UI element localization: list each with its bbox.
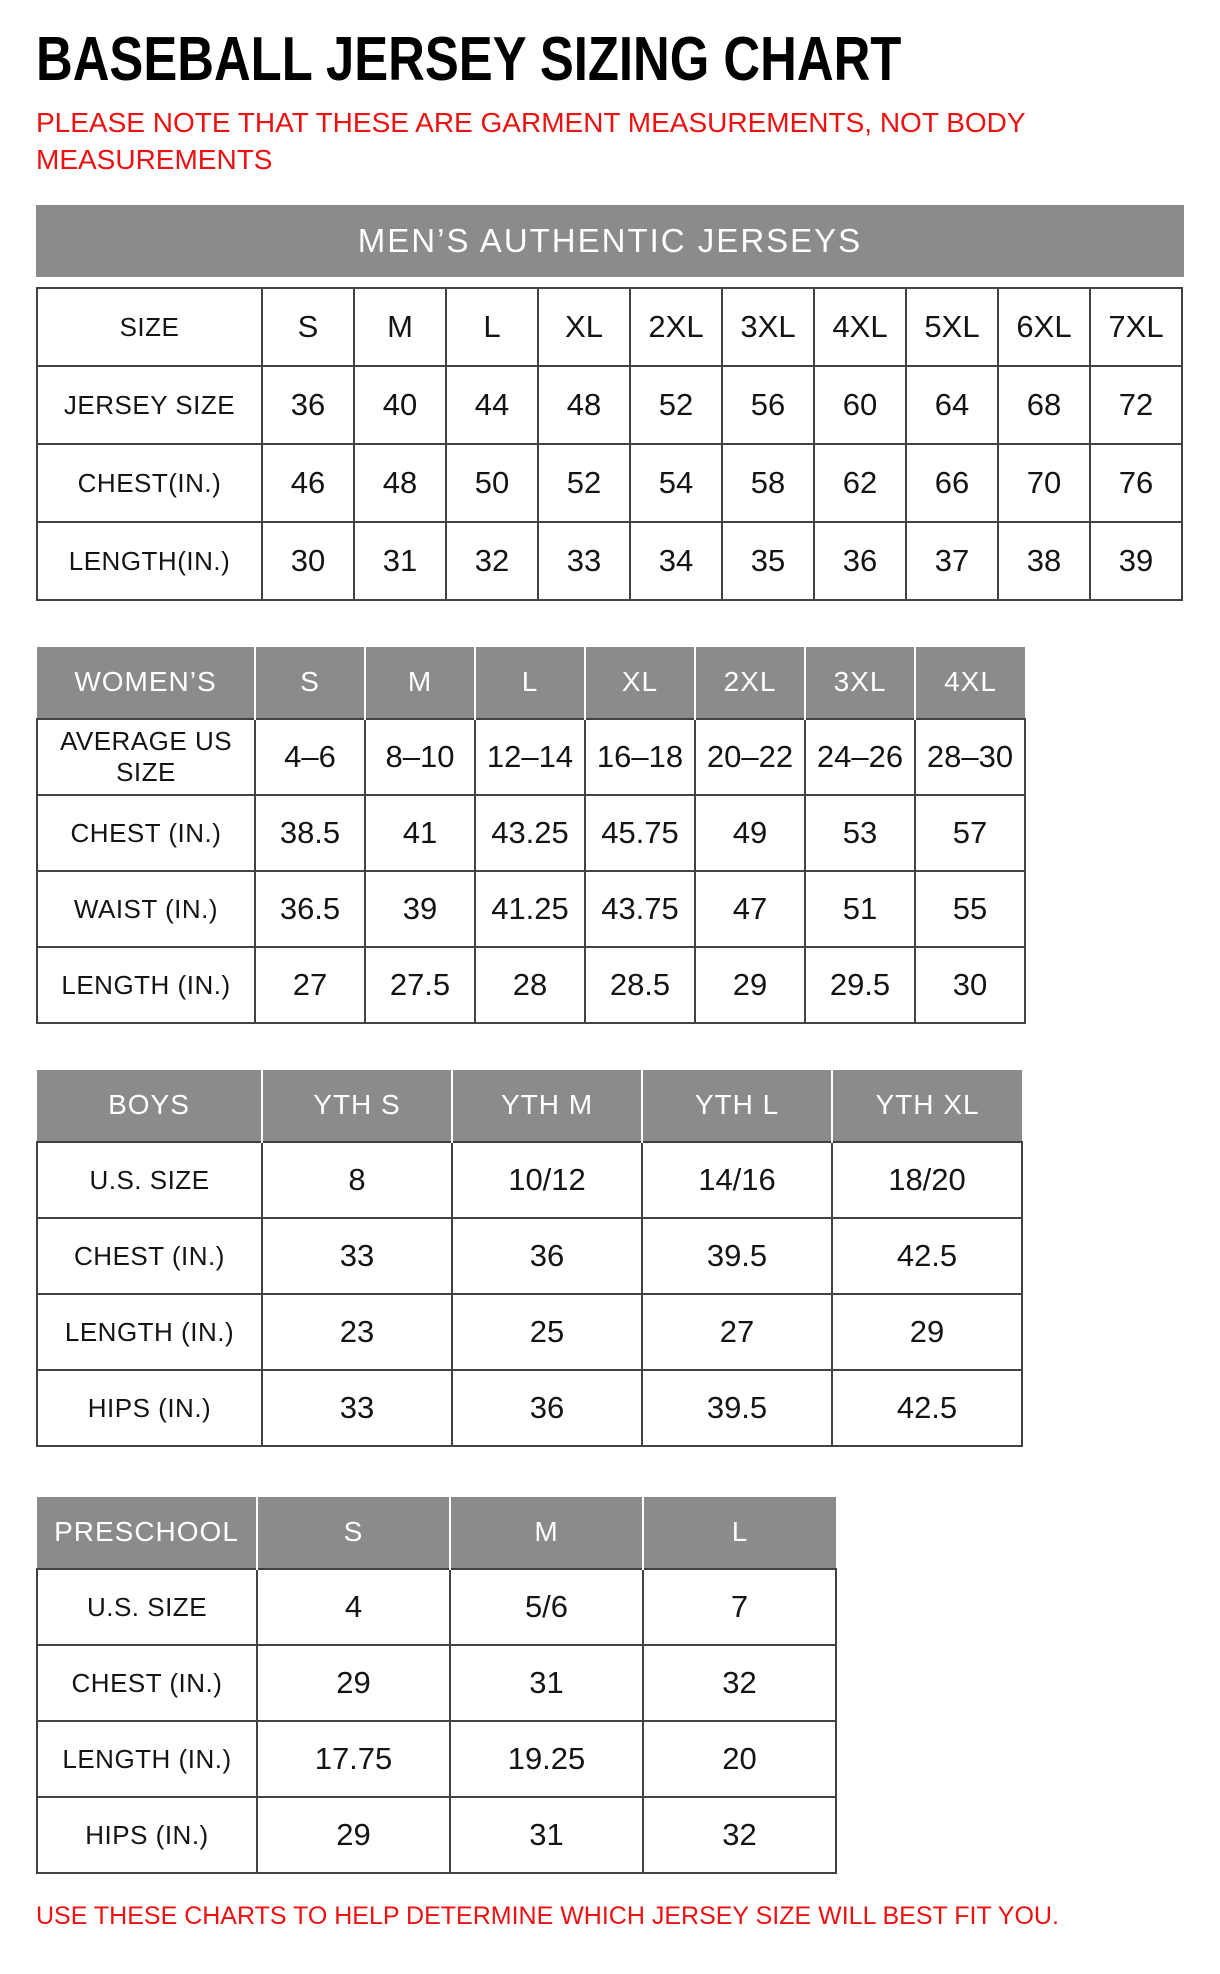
table-header-cell: XL xyxy=(585,647,695,719)
row-label: WAIST (IN.) xyxy=(37,871,255,947)
table-header-cell: 2XL xyxy=(695,647,805,719)
boys-sizing-table xyxy=(36,1070,1023,1447)
row-label: CHEST (IN.) xyxy=(37,1645,257,1721)
value-cell: 3XL xyxy=(722,288,814,366)
table-row xyxy=(37,1797,836,1873)
value-cell: 30 xyxy=(262,522,354,600)
section-womens xyxy=(36,647,1184,1024)
value-cell: 39 xyxy=(1090,522,1182,600)
value-cell: 4XL xyxy=(814,288,906,366)
table-row xyxy=(37,522,1182,600)
footer-note: USE THESE CHARTS TO HELP DETERMINE WHICH JERSEY SIZE WILL BEST FIT YOU. xyxy=(36,1901,1059,1930)
value-cell: 45.75 xyxy=(585,795,695,871)
value-cell: 29 xyxy=(257,1797,450,1873)
row-label: CHEST (IN.) xyxy=(37,795,255,871)
value-cell: 36.5 xyxy=(255,871,365,947)
value-cell: S xyxy=(262,288,354,366)
row-label: AVERAGE US SIZE xyxy=(37,719,255,795)
value-cell: 40 xyxy=(354,366,446,444)
value-cell: 27.5 xyxy=(365,947,475,1023)
value-cell: 56 xyxy=(722,366,814,444)
value-cell: 20 xyxy=(643,1721,836,1797)
row-label: HIPS (IN.) xyxy=(37,1370,262,1446)
table-header-cell: 4XL xyxy=(915,647,1025,719)
value-cell: 44 xyxy=(446,366,538,444)
value-cell: 29 xyxy=(832,1294,1022,1370)
value-cell: 43.25 xyxy=(475,795,585,871)
value-cell: 4 xyxy=(257,1569,450,1645)
value-cell: 50 xyxy=(446,444,538,522)
value-cell: 33 xyxy=(262,1218,452,1294)
value-cell: 55 xyxy=(915,871,1025,947)
value-cell: 52 xyxy=(538,444,630,522)
value-cell: 18/20 xyxy=(832,1142,1022,1218)
value-cell: 64 xyxy=(906,366,998,444)
value-cell: 38 xyxy=(998,522,1090,600)
value-cell: 42.5 xyxy=(832,1218,1022,1294)
table-row xyxy=(37,288,1182,366)
value-cell: 31 xyxy=(450,1797,643,1873)
table-row xyxy=(37,1569,836,1645)
value-cell: 46 xyxy=(262,444,354,522)
table-header-label: BOYS xyxy=(37,1070,262,1142)
table-header-cell: YTH M xyxy=(452,1070,642,1142)
value-cell: 31 xyxy=(354,522,446,600)
table-header-cell: M xyxy=(365,647,475,719)
value-cell: 20–22 xyxy=(695,719,805,795)
value-cell: 33 xyxy=(262,1370,452,1446)
value-cell: 25 xyxy=(452,1294,642,1370)
table-row xyxy=(37,444,1182,522)
row-label: CHEST (IN.) xyxy=(37,1218,262,1294)
value-cell: 51 xyxy=(805,871,915,947)
value-cell: 16–18 xyxy=(585,719,695,795)
row-label: LENGTH (IN.) xyxy=(37,947,255,1023)
table-row xyxy=(37,719,1025,795)
value-cell: 54 xyxy=(630,444,722,522)
table-row xyxy=(37,1721,836,1797)
preschool-sizing-table xyxy=(36,1497,837,1874)
table-header-cell: S xyxy=(257,1497,450,1569)
value-cell: 7 xyxy=(643,1569,836,1645)
value-cell: 32 xyxy=(643,1797,836,1873)
table-header-row xyxy=(37,1070,1022,1142)
value-cell: 48 xyxy=(538,366,630,444)
section-boys xyxy=(36,1070,1184,1447)
value-cell: 7XL xyxy=(1090,288,1182,366)
value-cell: 37 xyxy=(906,522,998,600)
table-header-label: WOMEN’S xyxy=(37,647,255,719)
section-preschool xyxy=(36,1497,1184,1874)
value-cell: 4–6 xyxy=(255,719,365,795)
value-cell: 36 xyxy=(452,1218,642,1294)
table-row xyxy=(37,366,1182,444)
table-header-row xyxy=(37,647,1025,719)
table-row xyxy=(37,1645,836,1721)
value-cell: 5XL xyxy=(906,288,998,366)
value-cell: 33 xyxy=(538,522,630,600)
row-label: LENGTH(IN.) xyxy=(37,522,262,600)
value-cell: 30 xyxy=(915,947,1025,1023)
section-mens xyxy=(36,205,1184,601)
measurement-note: PLEASE NOTE THAT THESE ARE GARMENT MEASUREMENTS, NOT BODY MEASUREMENTS xyxy=(36,107,1026,175)
table-row xyxy=(37,1142,1022,1218)
value-cell: 48 xyxy=(354,444,446,522)
row-label: SIZE xyxy=(37,288,262,366)
value-cell: 41.25 xyxy=(475,871,585,947)
value-cell: 36 xyxy=(452,1370,642,1446)
table-header-cell: M xyxy=(450,1497,643,1569)
table-row xyxy=(37,871,1025,947)
value-cell: 57 xyxy=(915,795,1025,871)
value-cell: 12–14 xyxy=(475,719,585,795)
value-cell: 29 xyxy=(695,947,805,1023)
value-cell: 28.5 xyxy=(585,947,695,1023)
value-cell: 76 xyxy=(1090,444,1182,522)
value-cell: 62 xyxy=(814,444,906,522)
row-label: LENGTH (IN.) xyxy=(37,1294,262,1370)
row-label: U.S. SIZE xyxy=(37,1569,257,1645)
row-label: LENGTH (IN.) xyxy=(37,1721,257,1797)
value-cell: 28–30 xyxy=(915,719,1025,795)
table-row xyxy=(37,1294,1022,1370)
table-header-cell: YTH S xyxy=(262,1070,452,1142)
value-cell: 58 xyxy=(722,444,814,522)
value-cell: 32 xyxy=(643,1645,836,1721)
value-cell: 17.75 xyxy=(257,1721,450,1797)
value-cell: 27 xyxy=(255,947,365,1023)
value-cell: L xyxy=(446,288,538,366)
table-row xyxy=(37,1370,1022,1446)
value-cell: 8 xyxy=(262,1142,452,1218)
value-cell: 47 xyxy=(695,871,805,947)
value-cell: 8–10 xyxy=(365,719,475,795)
value-cell: 39.5 xyxy=(642,1370,832,1446)
value-cell: 5/6 xyxy=(450,1569,643,1645)
value-cell: 66 xyxy=(906,444,998,522)
value-cell: 60 xyxy=(814,366,906,444)
value-cell: 19.25 xyxy=(450,1721,643,1797)
mens-sizing-table xyxy=(36,287,1183,601)
table-header-label: PRESCHOOL xyxy=(37,1497,257,1569)
value-cell: 68 xyxy=(998,366,1090,444)
table-header-cell: 3XL xyxy=(805,647,915,719)
value-cell: 24–26 xyxy=(805,719,915,795)
page-title: BASEBALL JERSEY SIZING CHART xyxy=(36,25,902,94)
value-cell: 34 xyxy=(630,522,722,600)
table-header-cell: L xyxy=(475,647,585,719)
table-header-cell: YTH L xyxy=(642,1070,832,1142)
value-cell: 23 xyxy=(262,1294,452,1370)
table-header-cell: S xyxy=(255,647,365,719)
row-label: CHEST(IN.) xyxy=(37,444,262,522)
value-cell: 32 xyxy=(446,522,538,600)
row-label: HIPS (IN.) xyxy=(37,1797,257,1873)
table-header-cell: YTH XL xyxy=(832,1070,1022,1142)
value-cell: 49 xyxy=(695,795,805,871)
value-cell: 10/12 xyxy=(452,1142,642,1218)
table-row xyxy=(37,1218,1022,1294)
value-cell: 36 xyxy=(262,366,354,444)
table-header-cell: L xyxy=(643,1497,836,1569)
value-cell: 35 xyxy=(722,522,814,600)
value-cell: 43.75 xyxy=(585,871,695,947)
value-cell: M xyxy=(354,288,446,366)
value-cell: 39.5 xyxy=(642,1218,832,1294)
value-cell: 39 xyxy=(365,871,475,947)
value-cell: 28 xyxy=(475,947,585,1023)
value-cell: 38.5 xyxy=(255,795,365,871)
value-cell: 42.5 xyxy=(832,1370,1022,1446)
value-cell: 70 xyxy=(998,444,1090,522)
value-cell: 31 xyxy=(450,1645,643,1721)
value-cell: 27 xyxy=(642,1294,832,1370)
table-header-row xyxy=(37,1497,836,1569)
value-cell: 6XL xyxy=(998,288,1090,366)
womens-sizing-table xyxy=(36,647,1026,1024)
table-row xyxy=(37,947,1025,1023)
value-cell: 72 xyxy=(1090,366,1182,444)
value-cell: 53 xyxy=(805,795,915,871)
table-row xyxy=(37,795,1025,871)
value-cell: XL xyxy=(538,288,630,366)
value-cell: 29 xyxy=(257,1645,450,1721)
mens-table-banner: MEN’S AUTHENTIC JERSEYS xyxy=(36,205,1184,277)
row-label: JERSEY SIZE xyxy=(37,366,262,444)
value-cell: 52 xyxy=(630,366,722,444)
value-cell: 14/16 xyxy=(642,1142,832,1218)
value-cell: 29.5 xyxy=(805,947,915,1023)
row-label: U.S. SIZE xyxy=(37,1142,262,1218)
value-cell: 41 xyxy=(365,795,475,871)
value-cell: 36 xyxy=(814,522,906,600)
value-cell: 2XL xyxy=(630,288,722,366)
